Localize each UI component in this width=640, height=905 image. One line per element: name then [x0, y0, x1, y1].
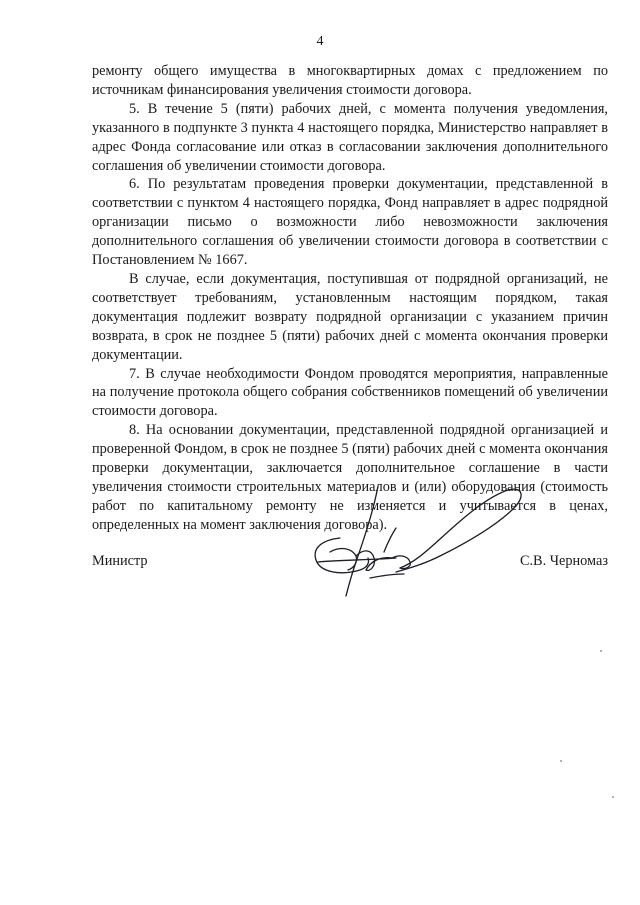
signer-title: Министр: [92, 553, 148, 569]
scan-speck: [612, 796, 614, 798]
signature-block: [92, 548, 608, 588]
paragraph-item-7: 7. В случае необходимости Фондом проводятся мероприятия, направленные на получение протокола общего собрания собственников помещений об увеличении стоимости договора.: [92, 365, 608, 420]
signer-name: С.В. Черномаз: [519, 553, 608, 569]
paragraph-return-condition: В случае, если документация, поступившая от подрядной организаций, не соответствует требованиям, установленным настоящим порядком, такая документация подлежит возврату подрядной организации с указанием причин возврата, в срок не позднее 5 (пяти) рабочих дней с момента окончания проверки документации.: [92, 270, 608, 363]
paragraph-continuation: ремонту общего имущества в многоквартирных домах с предложением по источникам финансирования увеличения стоимости договора.: [92, 63, 608, 98]
document-body: [92, 62, 608, 535]
paragraph-item-5: 5. В течение 5 (пяти) рабочих дней, с момента получения уведомления, указанного в подпункте 3 пункта 4 настоящего порядка, Министерство направляет в адрес Фонда согласование или отказ в согласовании заключения дополнительного соглашения об увеличении стоимости договора.: [92, 100, 608, 174]
scan-speck: [560, 760, 562, 762]
paragraph-item-8: 8. На основании документации, представленной подрядной организацией и проверенной Фондом, в срок не позднее 5 (пяти) рабочих дней с момента окончания проверки документации, заключается дополнительное соглашение в части увеличения стоимости строительных материалов и (или) оборудования (стоимость работ по капитальному ремонту не изменяется и учитывается в ценах, определенных на момент заключения договора).: [92, 422, 608, 533]
page-number: 4: [316, 34, 324, 49]
paragraph-item-6: 6. По результатам проведения проверки документации, представленной в соответствии с пунктом 4 настоящего порядка, Фонд направляет в адрес подрядной организации письмо о возможности либо невозможности заключения дополнительного соглашения об увеличении стоимости договора в соответствии с Постановлением № 1667.: [92, 176, 608, 269]
scan-speck: [600, 650, 602, 652]
